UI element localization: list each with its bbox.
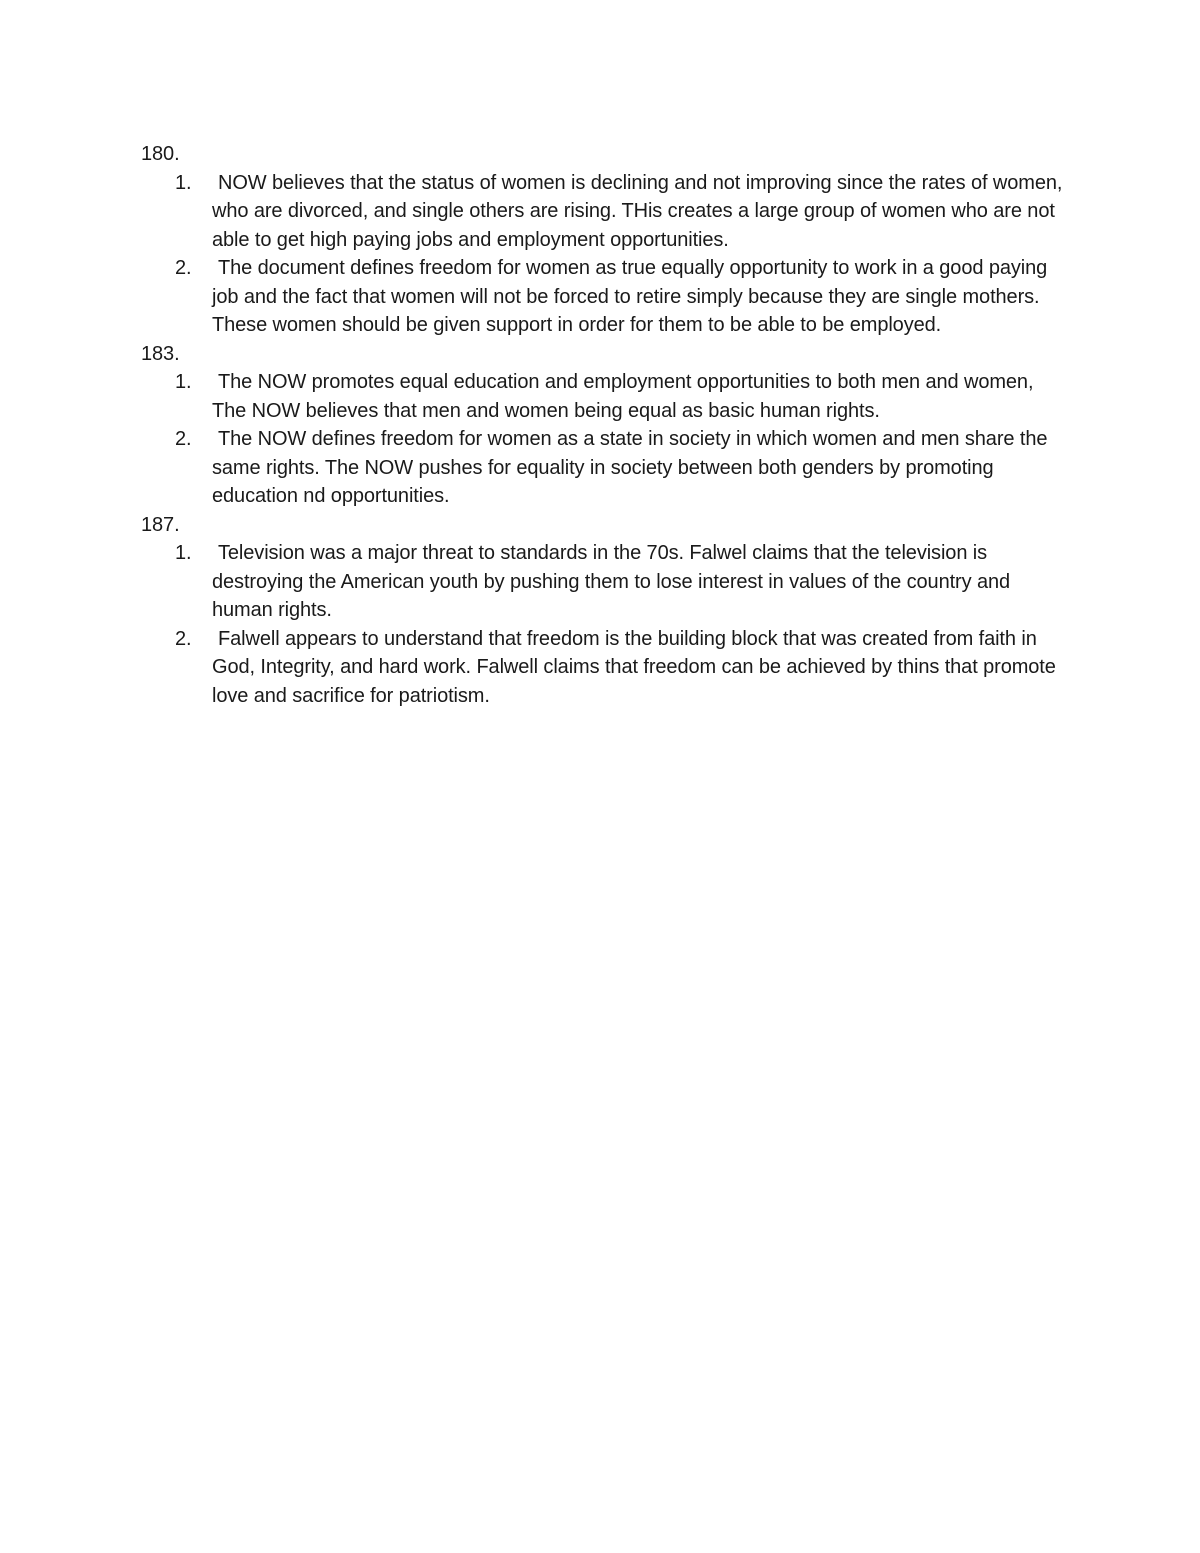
- list-item-text: Television was a major threat to standards in the 70s. Falwel claims that the television is destroying the American youth by pushing them to lose interest in values of the country and human rights.: [212, 542, 1011, 621]
- list-item-marker: 2.: [175, 257, 192, 279]
- list-item: [141, 539, 1071, 625]
- answer-list: [141, 368, 1071, 511]
- list-item: [141, 425, 1071, 511]
- list-item: [141, 368, 1071, 425]
- list-item-text: The document defines freedom for women as true equally opportunity to work in a good paying job and the fact that women will not be forced to retire simply because they are single mothers. These women should be given support in order for them to be able to be employed.: [212, 257, 1048, 336]
- list-item-text: The NOW promotes equal education and employment opportunities to both men and women, The NOW believes that men and women being equal as basic human rights.: [212, 371, 1034, 422]
- section-187: [141, 511, 1071, 711]
- section-183: [141, 340, 1071, 511]
- document-body: [141, 140, 1071, 710]
- section-number: 187.: [141, 513, 180, 536]
- list-item-text: NOW believes that the status of women is declining and not improving since the rates of women, who are divorced, and single others are rising. THis creates a large group of women who are not able to get high paying jobs and employment opportunities.: [212, 171, 1063, 251]
- section-number: 183.: [141, 342, 180, 365]
- section-180: [141, 140, 1071, 340]
- answer-list: [141, 169, 1071, 340]
- list-item-text: The NOW defines freedom for women as a state in society in which women and men share the same rights. The NOW pushes for equality in society between both genders by promoting education nd opportunities.: [212, 428, 1048, 507]
- answer-list: [141, 539, 1071, 710]
- section-number: 180.: [141, 143, 180, 165]
- list-item-marker: 1.: [175, 371, 192, 393]
- list-item-marker: 1.: [175, 171, 192, 194]
- list-item-text: Falwell appears to understand that freedom is the building block that was created from faith in God, Integrity, and hard work. Falwell claims that freedom can be achieved by thins that promote love and sacrifice for patriotism.: [212, 627, 1056, 707]
- list-item: [141, 169, 1071, 255]
- list-item-marker: 2.: [175, 428, 192, 450]
- list-item-marker: 2.: [175, 627, 192, 650]
- list-item: [141, 254, 1071, 340]
- list-item-marker: 1.: [175, 542, 192, 564]
- list-item: [141, 625, 1071, 711]
